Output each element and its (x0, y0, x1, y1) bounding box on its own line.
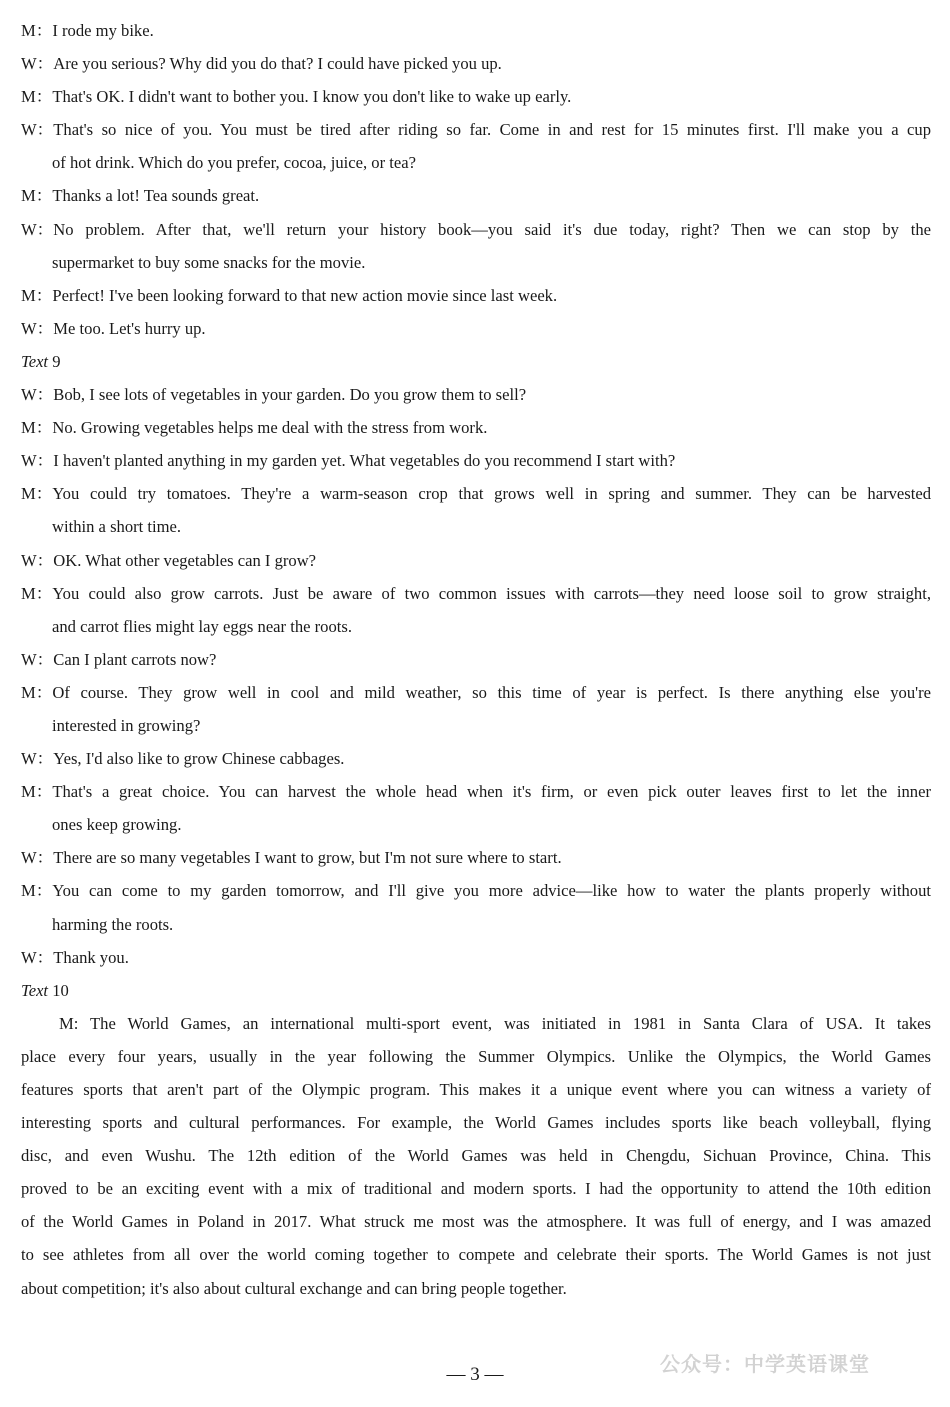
paragraph-line: of the World Games in Poland in 2017. What struck me most was the atmosphere. It was full of energy, and I was amazed (21, 1212, 931, 1232)
speaker-label: M： (21, 484, 53, 504)
speaker-label: W： (21, 54, 54, 74)
dialogue-text: That's OK. I didn't want to bother you. I know you don't like to wake up early. (52, 87, 572, 107)
dialogue-line (21, 709, 931, 742)
dialogue-line (21, 80, 931, 113)
page-content (21, 14, 931, 1305)
dialogue-text: Yes, I'd also like to grow Chinese cabbages. (53, 749, 345, 769)
speaker-label: W： (21, 550, 54, 570)
dialogue-text: I haven't planted anything in my garden yet. What vegetables do you recommend I start with? (53, 451, 676, 471)
dialogue-text: No. Growing vegetables helps me deal with the stress from work. (52, 418, 488, 438)
text10-heading-number: 10 (52, 980, 69, 1000)
dialogue-text: Thanks a lot! Tea sounds great. (52, 186, 260, 206)
text9-dialogue (21, 378, 931, 974)
dialogue-line (21, 378, 931, 411)
dialogue-line (21, 477, 931, 510)
dialogue-text: No problem. After that, we'll return your history book—you said it's due today, right? Then we can stop by the (53, 219, 931, 239)
speaker-label: M： (21, 682, 53, 702)
speaker-label: W： (21, 318, 54, 338)
dialogue-line (21, 643, 931, 676)
dialogue-text: ones keep growing. (52, 815, 182, 835)
page-number: — 3 — (446, 1364, 504, 1385)
dialogue-text: OK. What other vegetables can I grow? (53, 550, 317, 570)
text10-heading-label: Text (21, 980, 49, 1000)
dialogue-line (21, 808, 931, 841)
dialogue-text: supermarket to buy some snacks for the movie. (52, 252, 366, 272)
dialogue-line (21, 544, 931, 577)
paragraph-line: place every four years, usually in the year following the Summer Olympics. Unlike the Olympics, the World Games (21, 1046, 931, 1066)
speaker-label: W： (21, 120, 54, 140)
text9-heading-label: Text (21, 351, 49, 371)
speaker-label: W： (21, 848, 54, 868)
dialogue-text: You can come to my garden tomorrow, and I'll give you more advice—like how to water the plants properly without (52, 881, 931, 901)
dialogue-line (21, 444, 931, 477)
dialogue-line (21, 113, 931, 146)
speaker-label: M： (21, 21, 53, 40)
dialogue-text: and carrot flies might lay eggs near the roots. (52, 616, 352, 636)
paragraph-line: about competition; it's also about cultural exchange and can bring people together. (21, 1278, 567, 1298)
dialogue-line (21, 179, 931, 212)
dialogue-text: I rode my bike. (52, 21, 154, 40)
dialogue-text: You could also grow carrots. Just be aware of two common issues with carrots—they need loose soil to grow straight, (52, 583, 931, 603)
dialogue-line (21, 874, 931, 907)
speaker-label: W： (21, 219, 54, 239)
dialogue-text: Thank you. (53, 947, 129, 967)
dialogue-text: Can I plant carrots now? (53, 649, 217, 669)
dialogue-text: Perfect! I've been looking forward to that new action movie since last week. (52, 285, 558, 305)
speaker-label: M： (21, 87, 53, 107)
text9-heading (21, 345, 931, 378)
speaker-label: M： (21, 782, 53, 802)
dialogue-text: within a short time. (52, 517, 182, 537)
dialogue-text: Bob, I see lots of vegetables in your garden. Do you grow them to sell? (53, 385, 527, 405)
speaker-label: W： (21, 947, 54, 967)
dialogue-text: That's so nice of you. You must be tired after riding so far. Come in and rest for 15 minutes first. I'll make you a cup (53, 120, 931, 140)
dialogue-text: of hot drink. Which do you prefer, cocoa, juice, or tea? (52, 153, 416, 173)
watermark-text: 公众号：中学英语课堂 (660, 1352, 870, 1376)
dialogue-text: Of course. They grow well in cool and mild weather, so this time of year is perfect. Is there anything else you're (52, 682, 931, 702)
dialogue-line (21, 742, 931, 775)
dialogue-line (21, 279, 931, 312)
dialogue-line (21, 841, 931, 874)
paragraph-line: disc, and even Wushu. The 12th edition of the World Games was held in Chengdu, Sichuan Province, China. This (21, 1146, 931, 1166)
dialogue-text: harming the roots. (52, 914, 174, 934)
speaker-label: W： (21, 749, 54, 769)
dialogue-line (21, 312, 931, 345)
dialogue-line (21, 510, 931, 543)
text10-heading (21, 974, 931, 1007)
speaker-label: W： (21, 451, 54, 471)
paragraph-line: M: The World Games, an international multi-sport event, was initiated in 1981 in Santa Clara of USA. It takes (59, 1013, 931, 1033)
dialogue-text: interested in growing? (52, 715, 201, 735)
speaker-label: W： (21, 385, 54, 405)
dialogue-line (21, 610, 931, 643)
dialogue-line (21, 14, 931, 47)
dialogue-line (21, 908, 931, 941)
paragraph-line: proved to be an exciting event with a mix of traditional and modern sports. I had the opportunity to attend the 10th edition (21, 1179, 931, 1199)
dialogue-line (21, 676, 931, 709)
dialogue-line (21, 411, 931, 444)
text8-dialogue (21, 14, 931, 345)
dialogue-line (21, 47, 931, 80)
dialogue-line (21, 577, 931, 610)
dialogue-line (21, 941, 931, 974)
speaker-label: M： (21, 583, 53, 603)
paragraph-line: to see athletes from all over the world coming together to compete and celebrate their sports. The World Games is not just (21, 1245, 931, 1265)
text10-monologue (21, 1007, 931, 1305)
speaker-label: M： (21, 418, 53, 438)
speaker-label: M： (21, 285, 53, 305)
dialogue-line (21, 146, 931, 179)
speaker-label: M： (21, 881, 53, 901)
dialogue-text: That's a great choice. You can harvest the whole head when it's firm, or even pick outer leaves first to let the inner (52, 782, 931, 802)
dialogue-line (21, 246, 931, 279)
paragraph-line: interesting sports and cultural performances. For example, the World Games includes sports like beach volleyball, flying (21, 1113, 931, 1133)
dialogue-text: There are so many vegetables I want to grow, but I'm not sure where to start. (53, 848, 562, 868)
dialogue-text: Me too. Let's hurry up. (53, 318, 206, 338)
text9-heading-number: 9 (52, 351, 61, 371)
speaker-label: M： (21, 186, 53, 206)
dialogue-line (21, 775, 931, 808)
paragraph-line: features sports that aren't part of the Olympic program. This makes it a unique event where you can witness a variety of (21, 1080, 931, 1099)
dialogue-line (21, 213, 931, 246)
dialogue-text: You could try tomatoes. They're a warm-season crop that grows well in spring and summer. They can be harvested (52, 484, 931, 504)
dialogue-text: Are you serious? Why did you do that? I could have picked you up. (53, 54, 502, 74)
speaker-label: W： (21, 649, 54, 669)
